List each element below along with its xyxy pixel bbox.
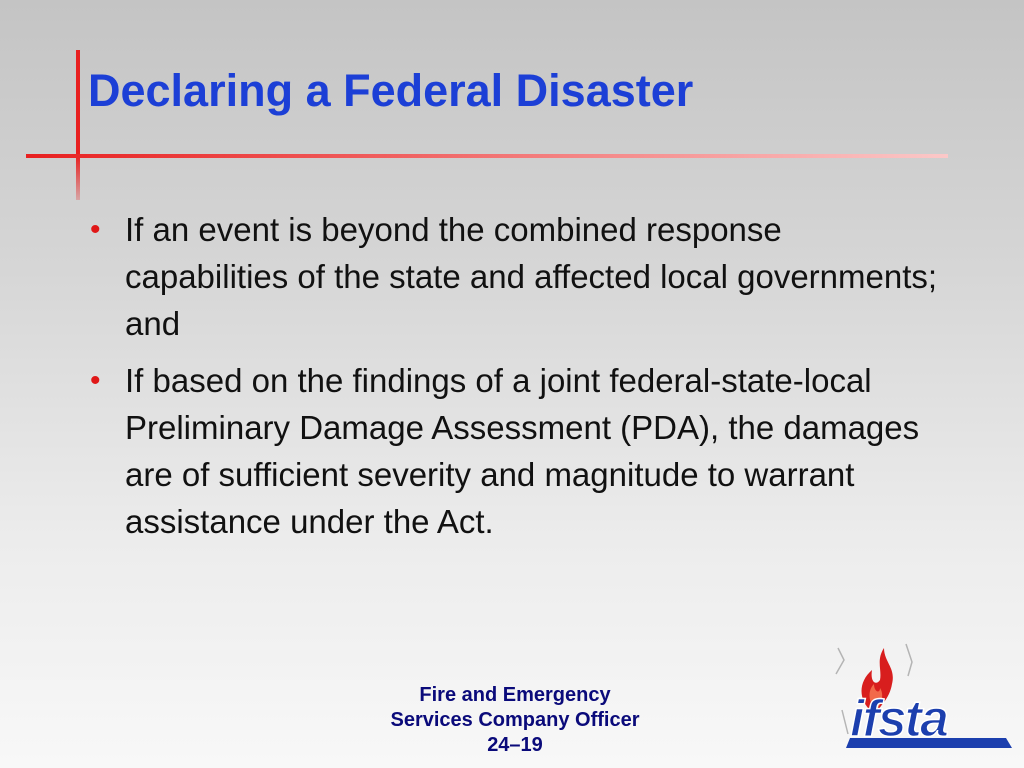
bullet-item (88, 206, 938, 347)
bullet-text: If an event is beyond the combined response capabilities of the state and affected local governments; and (125, 211, 938, 342)
page-number: 24–19 (487, 734, 543, 756)
bullet-text: If based on the findings of a joint federal-state-local Preliminary Damage Assessment (PDA), the damages are of sufficient severity and magnitude to warrant assistance under the Act. (125, 362, 920, 540)
ifsta-logo (828, 640, 1018, 760)
footer (360, 683, 670, 758)
horizontal-accent-line (26, 154, 948, 158)
slide-title: Declaring a Federal Disaster (88, 65, 694, 116)
vertical-accent-line (76, 50, 80, 200)
bullet-list (88, 206, 938, 555)
footer-line-2: Services Company Officer (390, 709, 640, 731)
bullet-icon: • (90, 213, 101, 246)
bullet-icon: • (90, 364, 101, 397)
bullet-item (88, 357, 938, 545)
logo-wordmark: ifsta (850, 690, 947, 748)
footer-line-1: Fire and Emergency (419, 684, 611, 706)
